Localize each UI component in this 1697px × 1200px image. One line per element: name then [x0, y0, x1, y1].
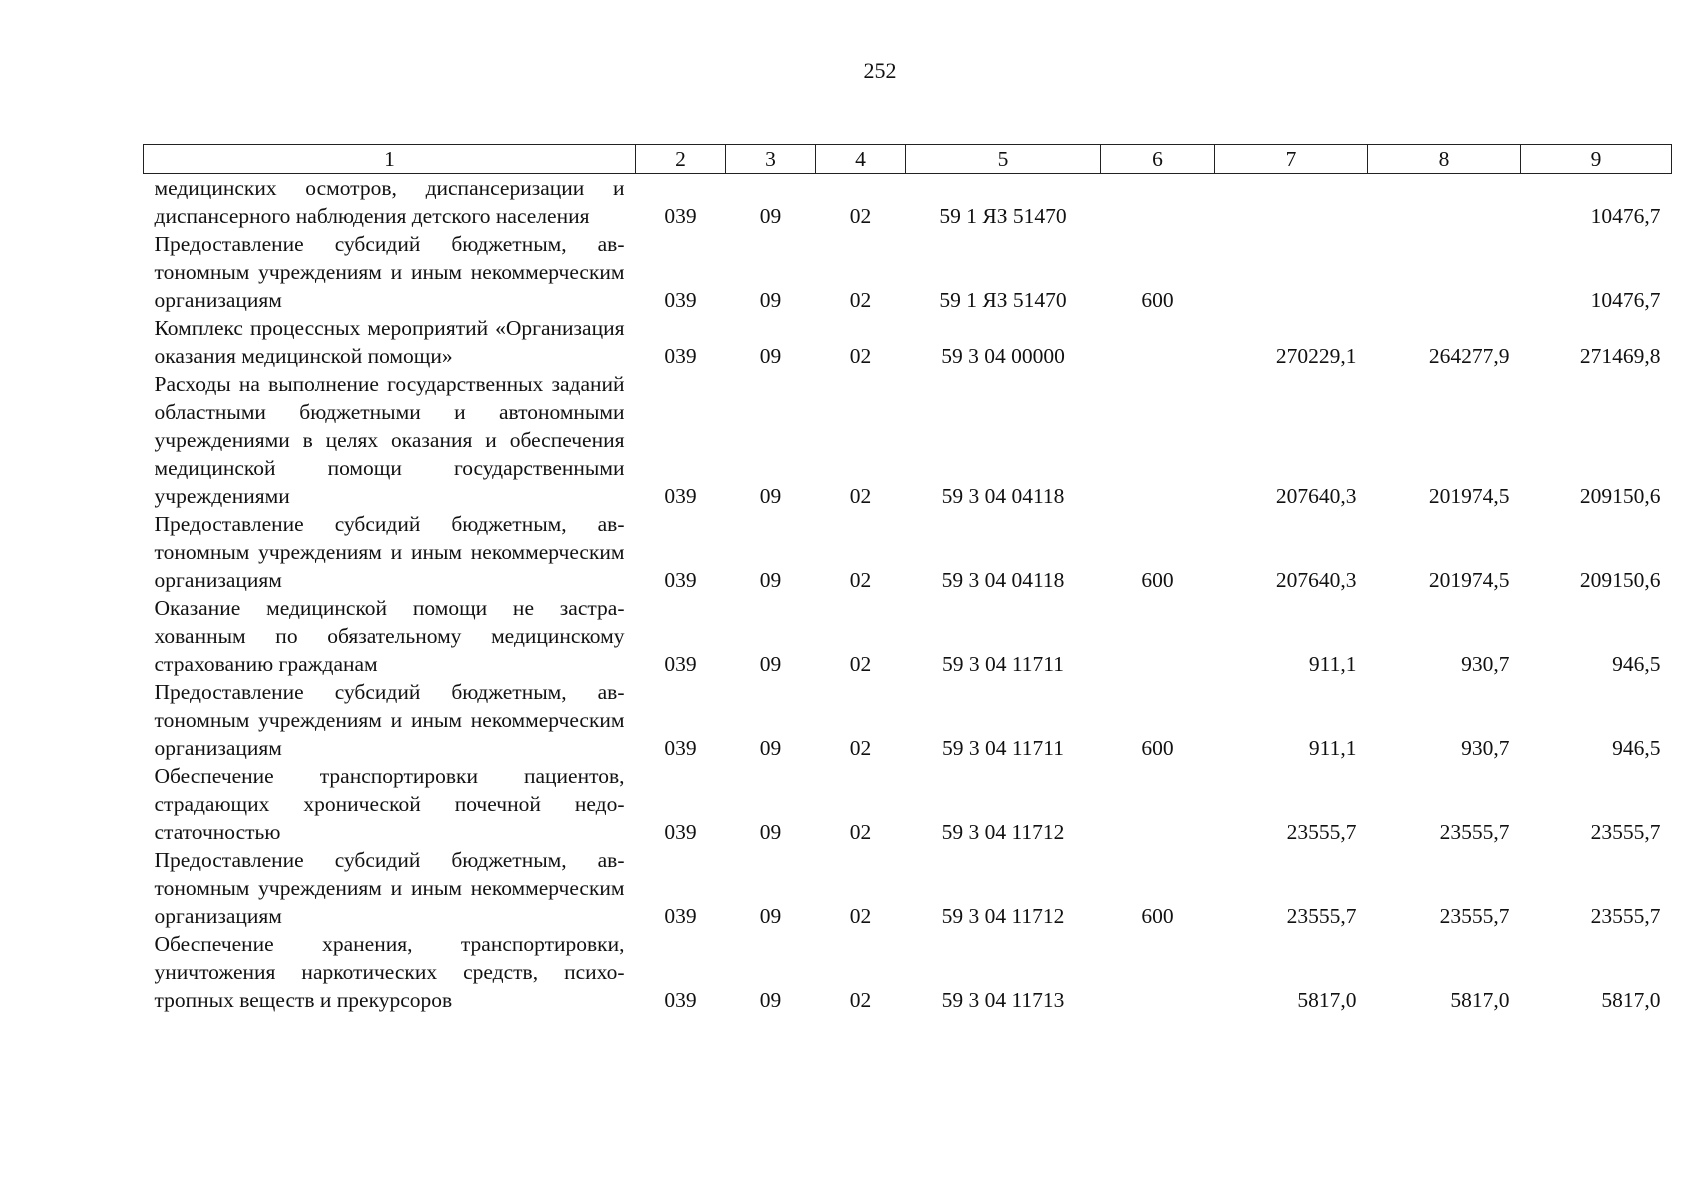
header-col-5: 5: [906, 145, 1101, 174]
table-row: [144, 510, 1672, 594]
row-amount-year2: 201974,5: [1428, 484, 1510, 508]
row-section: 09: [759, 204, 782, 228]
row-target-article: 59 3 04 04118: [941, 484, 1065, 508]
row-name: Предоставление субсидий бюджетным, автономным учреждениям и иным некоммерческим организациям: [154, 680, 625, 760]
row-grbs: 039: [664, 484, 697, 508]
row-grbs: 039: [664, 344, 697, 368]
row-amount-year2: 264277,9: [1428, 344, 1510, 368]
row-name: Предоставление субсидий бюджетным, автономным учреждениям и иным некоммерческим организациям: [154, 848, 625, 928]
row-target-article: 59 3 04 11711: [941, 736, 1065, 760]
row-amount-year2: [1368, 174, 1521, 231]
row-amount-year2: 930,7: [1461, 652, 1510, 676]
row-amount-year1: [1215, 174, 1368, 231]
row-subsection: 02: [849, 288, 872, 312]
header-col-3: 3: [726, 145, 816, 174]
table-row: [144, 370, 1672, 510]
row-section: 09: [759, 568, 782, 592]
table-row: [144, 594, 1672, 678]
row-grbs: 039: [664, 820, 697, 844]
row-amount-year2: 201974,5: [1428, 568, 1510, 592]
row-target-article: 59 3 04 04118: [941, 568, 1065, 592]
row-name: Предоставление субсидий бюджетным, автономным учреждениям и иным некоммерческим организациям: [154, 512, 625, 592]
row-amount-year3: 23555,7: [1590, 820, 1661, 844]
row-amount-year1: 207640,3: [1275, 484, 1357, 508]
row-amount-year3: 271469,8: [1579, 344, 1661, 368]
row-amount-year1: 23555,7: [1286, 820, 1357, 844]
row-amount-year1: [1215, 230, 1368, 314]
row-grbs: 039: [664, 652, 697, 676]
row-amount-year1: 23555,7: [1286, 904, 1357, 928]
row-expense-type: [1101, 762, 1215, 846]
row-section: 09: [759, 344, 782, 368]
row-subsection: 02: [849, 904, 872, 928]
row-section: 09: [759, 820, 782, 844]
row-grbs: 039: [664, 568, 697, 592]
row-amount-year3: 946,5: [1612, 736, 1661, 760]
row-subsection: 02: [849, 736, 872, 760]
header-row: [144, 145, 1672, 174]
row-expense-type: 600: [1141, 736, 1174, 760]
row-grbs: 039: [664, 904, 697, 928]
row-amount-year2: 930,7: [1461, 736, 1510, 760]
row-expense-type: [1101, 594, 1215, 678]
row-section: 09: [759, 736, 782, 760]
row-amount-year1: 207640,3: [1275, 568, 1357, 592]
row-expense-type: 600: [1141, 568, 1174, 592]
row-grbs: 039: [664, 288, 697, 312]
row-grbs: 039: [664, 204, 697, 228]
row-amount-year1: 270229,1: [1275, 344, 1357, 368]
row-subsection: 02: [849, 988, 872, 1012]
table-row: [144, 174, 1672, 231]
row-amount-year3: 209150,6: [1579, 484, 1661, 508]
table-row: [144, 930, 1672, 1014]
row-amount-year3: 10476,7: [1590, 204, 1661, 228]
row-amount-year2: [1368, 230, 1521, 314]
header-col-6: 6: [1101, 145, 1215, 174]
row-target-article: 59 3 04 11712: [941, 820, 1065, 844]
table-row: [144, 230, 1672, 314]
row-subsection: 02: [849, 484, 872, 508]
header-col-8: 8: [1368, 145, 1521, 174]
table-row: [144, 762, 1672, 846]
row-grbs: 039: [664, 988, 697, 1012]
row-name: Обеспечение транспортировки пациентов, страдающих хронической почечной недостаточностью: [154, 764, 625, 844]
table-row: [144, 846, 1672, 930]
table-row: [144, 678, 1672, 762]
row-amount-year3: 23555,7: [1590, 904, 1661, 928]
row-section: 09: [759, 288, 782, 312]
table-row: [144, 314, 1672, 370]
row-subsection: 02: [849, 204, 872, 228]
row-section: 09: [759, 904, 782, 928]
row-expense-type: [1101, 314, 1215, 370]
row-amount-year2: 23555,7: [1439, 904, 1510, 928]
row-amount-year1: 911,1: [1308, 736, 1357, 760]
row-expense-type: [1101, 174, 1215, 231]
row-name: Обеспечение хранения, транспортировки, уничтожения наркотических средств, психотропных веществ и прекурсоров: [154, 932, 625, 1012]
row-expense-type: [1101, 370, 1215, 510]
row-name: Оказание медицинской помощи не застрахованным по обязательному медицинскому страхованию гражданам: [154, 596, 625, 676]
header-col-9: 9: [1521, 145, 1672, 174]
row-subsection: 02: [849, 568, 872, 592]
page-number: 252: [863, 58, 897, 83]
header-col-1: 1: [144, 145, 636, 174]
row-expense-type: 600: [1141, 288, 1174, 312]
row-amount-year3: 209150,6: [1579, 568, 1661, 592]
row-target-article: 59 3 04 11711: [941, 652, 1065, 676]
row-target-article: 59 3 04 00000: [941, 344, 1065, 368]
row-name: Комплекс процессных мероприятий «Организация оказания медицинской помощи»: [154, 316, 625, 368]
row-subsection: 02: [849, 820, 872, 844]
row-grbs: 039: [664, 736, 697, 760]
row-amount-year2: 23555,7: [1439, 820, 1510, 844]
row-amount-year2: 5817,0: [1450, 988, 1510, 1012]
row-subsection: 02: [849, 344, 872, 368]
budget-table: [143, 144, 1672, 1014]
header-col-2: 2: [636, 145, 726, 174]
row-target-article: 59 3 04 11712: [941, 904, 1065, 928]
header-col-4: 4: [816, 145, 906, 174]
row-section: 09: [759, 484, 782, 508]
row-name: медицинских осмотров, диспансеризации и диспансерного наблюдения детского населения: [154, 176, 625, 228]
row-amount-year3: 10476,7: [1590, 288, 1661, 312]
row-name: Предоставление субсидий бюджетным, автономным учреждениям и иным некоммерческим организациям: [154, 232, 625, 312]
header-col-7: 7: [1215, 145, 1368, 174]
row-target-article: 59 1 ЯЗ 51470: [939, 288, 1067, 312]
row-amount-year1: 5817,0: [1297, 988, 1357, 1012]
row-target-article: 59 1 ЯЗ 51470: [939, 204, 1067, 228]
row-amount-year3: 5817,0: [1601, 988, 1661, 1012]
row-name: Расходы на выполнение государственных заданий областными бюджетными и автономными учреждениями в целях оказания и обеспечения медицинской помощи государственными учреждениями: [154, 372, 625, 508]
row-section: 09: [759, 652, 782, 676]
row-amount-year3: 946,5: [1612, 652, 1661, 676]
row-subsection: 02: [849, 652, 872, 676]
row-target-article: 59 3 04 11713: [941, 988, 1065, 1012]
row-section: 09: [759, 988, 782, 1012]
row-expense-type: 600: [1141, 904, 1174, 928]
row-expense-type: [1101, 930, 1215, 1014]
row-amount-year1: 911,1: [1308, 652, 1357, 676]
